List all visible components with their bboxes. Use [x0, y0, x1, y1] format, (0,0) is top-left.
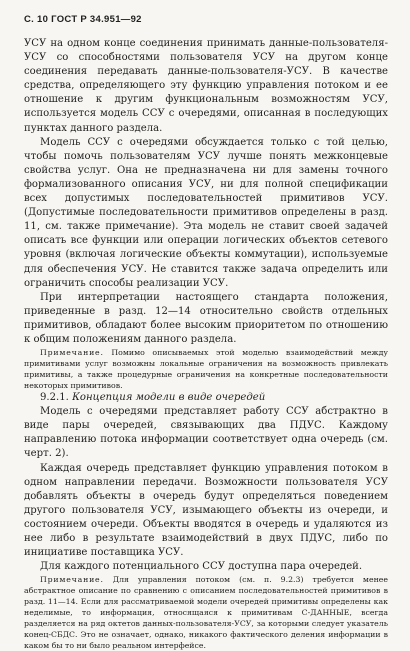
- note-1: [24, 347, 388, 391]
- page-header: С. 10 ГОСТ Р 34.951—92: [24, 14, 142, 25]
- paragraph-5: Каждая очередь представляет функцию управления потоком в одном направлении передачи. Возможности пользователя УСУ добавлять объекты в очередь будут определяться поведением другого пользователя УСУ, изымающего объекты из очереди, и состоянием очереди. Объекты вводятся в очередь и удаляются из нее либо в результате взаимодействий в двух ПДУС, либо по инициативе поставщика УСУ.: [24, 462, 388, 559]
- paragraph-4: Модель с очередями представляет работу ССУ абстрактно в виде пары очередей, связывающих два ПДУС. Каждому направлению потока информации соответствует одна очередь (см. черт. 2).: [24, 406, 388, 460]
- paragraph-3: При интерпретации настоящего стандарта положения, приведенные в разд. 12—14 относительно свойств отдельных примитивов, обладают более высоким приоритетом по отношению к общим положениям данного раздела.: [24, 291, 388, 345]
- paragraph-6: Для каждого потенциального ССУ доступна пара очередей.: [40, 561, 363, 573]
- note-2-text: Для управления потоком (см. п. 9.2.3) требуется менее абстрактное описание по сравнению с описанием последовательностей примитивов в разд. 11—14. Если для рассматриваемой модели очередей примитивы определены как неделимые, то информация, относящаяся к примитивам С-ДАННЫЕ, всегда разделяется на ряд октетов данных-пользователя-УСУ, за которыми следует указатель конец-СБДС. Это не означает, однако, никакого фактического деления информации в каком бы то ни было реальном интерфейсе.: [24, 575, 389, 651]
- note-1-text: Помимо описываемых этой моделью взаимодействий между примитивами услуг возможны локальные ограничения на возможность привлекать примитивы, а также процедурные ограничения на конкретные последовательности некоторых примитивов.: [24, 348, 388, 391]
- note-2-lead: Примечание.: [40, 575, 104, 585]
- section-title: Концепция модели в виде очередей: [72, 392, 266, 404]
- section-number: 9.2.1.: [40, 392, 69, 404]
- paragraph-1: УСУ на одном конце соединения принимать данные-пользователя-УСУ со способностями пользователя УСУ на другом конце соединения передавать данные-пользователя-УСУ. В качестве средства, определяющего эту функцию управления потоком и ее отношение к другим функциональным возможностям УСУ, используется модель ССУ с очередями, описанная в последующих пунктах данного раздела.: [24, 38, 388, 134]
- note-1-lead: Примечание.: [40, 348, 104, 358]
- paragraph-2: Модель ССУ с очередями обсуждается только с той целью, чтобы помочь пользователям УСУ лучше понять межконцевые свойства услуг. Она не предназначена ни для замены точного формализованного описания УСУ, ни для полной спецификации всех допустимых последовательностей примитивов УСУ. (Допустимые последовательности примитивов определены в разд. 11, см. также примечание). Эта модель не ставит своей задачей описать все функции или операции логических объектов сетевого уровня (включая логические объекты коммутации), используемые для обеспечения УСУ. Не ставится также задача определить или ограничить способы реализации УСУ.: [24, 136, 388, 289]
- note-2: [24, 574, 388, 651]
- section-heading: [24, 391, 388, 405]
